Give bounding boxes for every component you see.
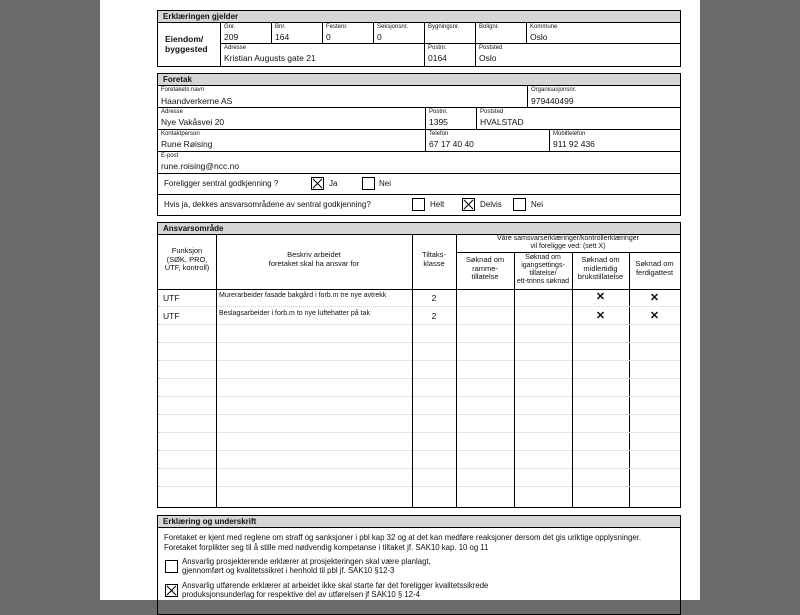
dekkes-helt-label: Helt xyxy=(430,200,445,209)
bnr-label: Bnr. xyxy=(275,24,286,30)
dekkes-delvis-checkbox[interactable] xyxy=(462,198,475,211)
sentral-godkjenning-ja-label: Ja xyxy=(329,179,338,188)
utforende-erklaering-checkbox[interactable] xyxy=(165,584,178,597)
dekkes-delvis-label: Delvis xyxy=(480,200,502,209)
gnr-label: Gnr. xyxy=(224,24,236,30)
section-header: Erklæring og underskrift xyxy=(158,516,680,528)
row-funksjon[interactable]: UTF xyxy=(163,311,180,321)
telefon-label: Telefon xyxy=(429,131,449,137)
section-erklaering-underskrift xyxy=(157,515,681,615)
bolignr-label: Bolignr. xyxy=(479,24,500,30)
seksjonsnr-label: Seksjonsnr. xyxy=(377,24,409,30)
adresse-field[interactable]: Kristian Augusts gate 21 xyxy=(224,53,316,63)
section-erklaeringen-gjelder xyxy=(157,10,681,67)
postnr-label: Postnr. xyxy=(428,45,447,51)
col-beskriv-header: Beskriv arbeidet foretaket skal ha ansvar for xyxy=(268,250,360,268)
kommune-label: Kommune xyxy=(530,24,558,30)
mobiltelefon-field[interactable]: 911 92 436 xyxy=(553,139,595,149)
row-tiltaksklasse[interactable]: 2 xyxy=(431,311,437,321)
poststed-label: Poststed xyxy=(479,45,503,51)
erklaering-text-2: Foretaket forplikter seg til å stille med nødvendig kompetanse i tiltaket jf. SAK10 kap. 10 og 11 xyxy=(164,543,489,552)
postnr-field[interactable]: 0164 xyxy=(428,53,447,63)
section-ansvarsomrade xyxy=(157,222,681,508)
section-header: Erklæringen gjelder xyxy=(158,11,680,23)
col-midlertidig-header: Søknad om midlertidig brukstillatelse xyxy=(577,255,624,281)
foretak-poststed-field[interactable]: HVALSTAD xyxy=(480,117,524,127)
foretak-navn-field[interactable]: Haandverkerne AS xyxy=(161,96,233,106)
orgnr-field[interactable]: 979440499 xyxy=(531,96,574,106)
epost-field[interactable]: rune.roising@ncc.no xyxy=(161,161,240,171)
dekkes-nei-label: Nei xyxy=(531,200,544,209)
col-funksjon-header: Funksjon (SØK, PRO, UTF, kontroll) xyxy=(164,246,210,272)
row-beskriv[interactable]: Murerarbeider fasade bakgård i forb.m tre nye avtrekk xyxy=(219,292,387,299)
row-beskriv[interactable]: Beslagsarbeider i forb.m to nye luftehatter på tak xyxy=(219,310,370,317)
epost-label: E-post xyxy=(161,153,179,159)
row-funksjon[interactable]: UTF xyxy=(163,293,180,303)
utforende-erklaering-line2: produksjonsunderlag for respektive del av utførelsen jf SAK10 § 12-4 xyxy=(182,590,420,599)
foretak-postnr-label: Postnr. xyxy=(429,109,448,115)
row-midlertidig-mark[interactable]: ✕ xyxy=(595,310,606,322)
telefon-field[interactable]: 67 17 40 40 xyxy=(429,139,474,149)
prosjekterende-erklaering-line2: gjennomført og kvalitetssikret i henhold til pbl jf. SAK10 §12-3 xyxy=(182,566,395,575)
foretak-adresse-field[interactable]: Nye Vakåsvei 20 xyxy=(161,117,225,127)
row-ferdigattest-mark[interactable]: ✕ xyxy=(649,292,660,304)
prosjekterende-erklaering-checkbox[interactable] xyxy=(165,560,178,573)
kontaktperson-label: Kontaktperson xyxy=(161,131,200,137)
bnr-field[interactable]: 164 xyxy=(275,32,290,42)
foretak-poststed-label: Poststed xyxy=(480,109,504,115)
row-ferdigattest-mark[interactable]: ✕ xyxy=(649,310,660,322)
foretak-navn-label: Foretakets navn xyxy=(161,87,205,93)
orgnr-label: Organisasjonsnr. xyxy=(531,87,577,93)
sentral-godkjenning-ja-checkbox[interactable] xyxy=(311,177,324,190)
seksjonsnr-field[interactable]: 0 xyxy=(377,32,382,42)
adresse-label: Adresse xyxy=(224,45,247,51)
section-header: Foretak xyxy=(158,74,680,86)
prosjekterende-erklaering-line1: Ansvarlig prosjekterende erklærer at prosjekteringen skal være planlagt, xyxy=(182,557,431,566)
foretak-adresse-label: Adresse xyxy=(161,109,184,115)
col-ferdigattest-header: Søknad om ferdigattest xyxy=(635,259,674,277)
dekkes-helt-checkbox[interactable] xyxy=(412,198,425,211)
gnr-field[interactable]: 209 xyxy=(224,32,239,42)
section-foretak xyxy=(157,73,681,216)
row-midlertidig-mark[interactable]: ✕ xyxy=(595,291,606,303)
bygningsnr-label: Bygningsnr. xyxy=(428,24,460,30)
col-rammetillatelse-header: Søknad om ramme- tillatelse xyxy=(465,255,505,281)
poststed-field[interactable]: Oslo xyxy=(479,53,497,63)
section-header: Ansvarsområde xyxy=(158,223,680,235)
festenr-field[interactable]: 0 xyxy=(326,32,331,42)
col-igangsetting-header: Søknad om igangsettings- tillatelse/ ett-trinns søknad xyxy=(516,254,570,285)
kontaktperson-field[interactable]: Rune Røising xyxy=(161,139,213,149)
col-tiltaksklasse-header: Tiltaks- klasse xyxy=(422,250,446,268)
sentral-godkjenning-question: Foreligger sentral godkjenning ? xyxy=(164,179,279,188)
mobiltelefon-label: Mobiltelefon xyxy=(553,131,586,137)
document-page xyxy=(100,0,700,600)
col-group-header: Våre samsvarserklæringer/kontrollerklæringer vil foreligge ved: (sett X) xyxy=(497,235,639,250)
festenr-label: Festenr. xyxy=(326,24,348,30)
sentral-godkjenning-nei-checkbox[interactable] xyxy=(362,177,375,190)
row-tiltaksklasse[interactable]: 2 xyxy=(431,293,437,303)
utforende-erklaering-line1: Ansvarlig utførende erklærer at arbeidet ikke skal starte før det foreligger kvalitetssikrede xyxy=(182,581,489,590)
dekkes-ansvarsomrader-question: Hvis ja, dekkes ansvarsområdene av sentral godkjenning? xyxy=(164,200,371,209)
eiendom-label: Eiendom/ byggested xyxy=(165,34,208,54)
sentral-godkjenning-nei-label: Nei xyxy=(379,179,392,188)
kommune-field[interactable]: Oslo xyxy=(530,32,548,42)
foretak-postnr-field[interactable]: 1395 xyxy=(429,117,448,127)
dekkes-nei-checkbox[interactable] xyxy=(513,198,526,211)
erklaering-text-1: Foretaket er kjent med reglene om straff og sanksjoner i pbl kap 32 og at det kan medføre reaksjoner dersom det gis uriktige opplysninger. xyxy=(164,533,642,542)
